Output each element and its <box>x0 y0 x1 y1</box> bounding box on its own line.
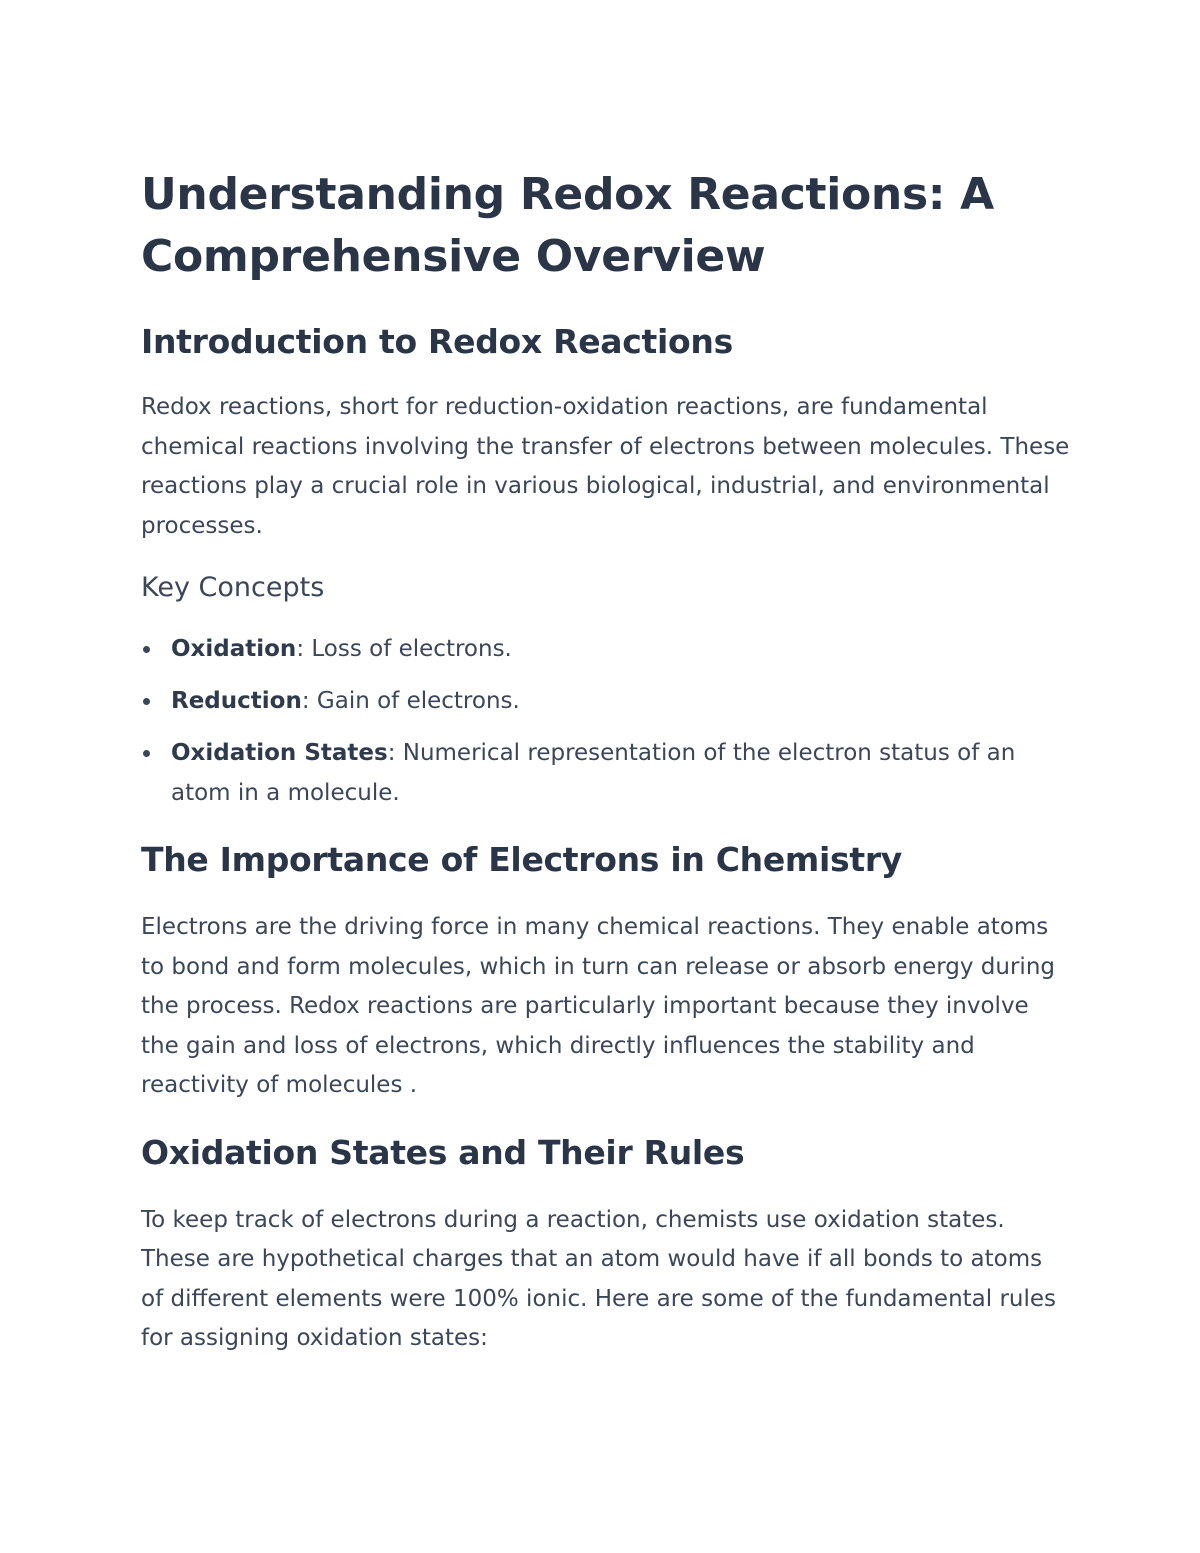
oxidation-states-paragraph: To keep track of electrons during a reaction, chemists use oxidation states. These are hypothetical charges that an atom would have if all bonds to atoms of different elements were 100% ionic. Here are some of the fundamental rules for assigning oxidation states: <box>141 1206 1057 1351</box>
section-heading-intro: Introduction to Redox Reactions <box>141 322 733 361</box>
intro-paragraph: Redox reactions, short for reduction-oxidation reactions, are fundamental chemical reactions involving the transfer of electrons between molecules. These reactions play a crucial role in various biological, industrial, and environmental processes. <box>141 394 1070 539</box>
importance-paragraph: Electrons are the driving force in many chemical reactions. They enable atoms to bond and form molecules, which in turn can release or absorb energy during the process. Redox reactions are particularly important because they involve the gain and loss of electrons, which directly influences the stability and reactivity of molecules . <box>141 914 1056 1098</box>
term-label: Reduction <box>171 688 302 714</box>
bullet-icon <box>143 698 150 705</box>
document-page <box>141 164 1071 1359</box>
bullet-icon <box>143 646 150 653</box>
list-item <box>141 681 1071 721</box>
key-concepts-list <box>141 629 1071 813</box>
term-label: Oxidation <box>171 636 297 662</box>
list-item <box>141 629 1071 669</box>
bullet-icon <box>143 750 150 757</box>
section-heading-importance: The Importance of Electrons in Chemistry <box>141 840 903 879</box>
term-definition: : Gain of electrons. <box>301 688 520 714</box>
term-definition: : Loss of electrons. <box>296 636 512 662</box>
term-definition: : Numerical representation of the electron status of an atom in a molecule. <box>171 740 1016 806</box>
document-title: Understanding Redox Reactions: A Comprehensive Overview <box>141 169 994 282</box>
subheading-key-concepts: Key Concepts <box>141 572 325 603</box>
term-label: Oxidation States <box>171 740 388 766</box>
list-item <box>141 733 1071 813</box>
section-heading-oxidation-states: Oxidation States and Their Rules <box>141 1132 745 1172</box>
